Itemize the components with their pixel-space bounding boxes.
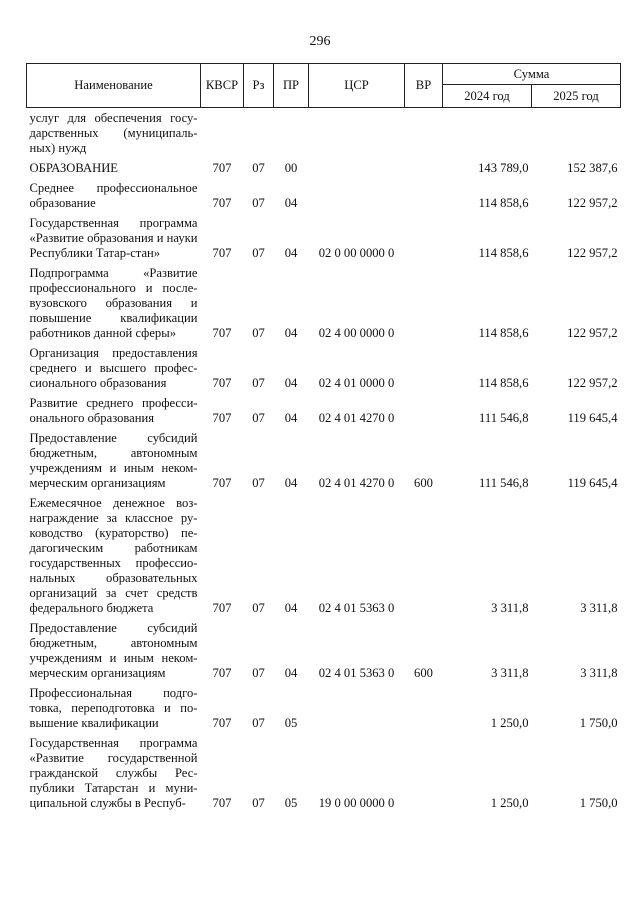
table-row (27, 108, 621, 159)
cell-name: ОБРАЗОВАНИЕ (29, 161, 118, 175)
table-row (27, 493, 621, 618)
cell-kvsr: 707 (212, 196, 232, 210)
cell-csr: 02 4 01 4270 0 (318, 476, 395, 490)
header-year-2025: 2025 год (532, 85, 621, 108)
header-kvsr: КВСР (201, 64, 244, 108)
cell-name: Государственная программа «Развитие образования и науки Республики Татар-стан» (29, 216, 198, 260)
table-row (27, 178, 621, 213)
cell-rz: 07 (252, 476, 265, 490)
cell-name: Развитие среднего професси-онального образования (29, 396, 198, 425)
cell-pr: 04 (284, 666, 298, 680)
cell-2024: 1 250,0 (490, 716, 529, 730)
header-pr: ПР (274, 64, 309, 108)
cell-kvsr: 707 (212, 476, 232, 490)
table-row (27, 428, 621, 493)
cell-kvsr: 707 (212, 411, 232, 425)
cell-vr (405, 158, 443, 178)
cell-2025: 122 957,2 (567, 326, 618, 340)
cell-2025: 152 387,6 (567, 161, 618, 175)
cell-csr: 02 4 01 5363 0 (318, 601, 395, 615)
cell-2025: 3 311,8 (580, 601, 618, 615)
cell-csr: 02 4 00 0000 0 (318, 326, 395, 340)
budget-table (26, 63, 621, 813)
cell-pr: 04 (284, 246, 298, 260)
cell-2024: 114 858,6 (478, 326, 529, 340)
header-year-2024: 2024 год (443, 85, 532, 108)
cell-2024: 111 546,8 (479, 476, 529, 490)
cell-rz: 07 (252, 376, 265, 390)
cell-2025: 122 957,2 (567, 196, 618, 210)
cell-name: Ежемесячное денежное воз-награждение за классное ру-ководство (кураторство) пе-дагогическим работникам государственных профессио-нальных образовательных организаций за счет средств федерального бюджета (29, 496, 198, 615)
cell-vr (405, 343, 443, 393)
cell-2024: 143 789,0 (478, 161, 529, 175)
cell-name: Предоставление субсидий бюджетным, автономным учреждениям и иным неком-мерческим организациям (29, 621, 198, 680)
cell-2025: 122 957,2 (567, 246, 618, 260)
cell-2025: 3 311,8 (580, 666, 618, 680)
table-row (27, 158, 621, 178)
cell-name: Предоставление субсидий бюджетным, автономным учреждениям и иным неком-мерческим организациям (29, 431, 198, 490)
cell-pr: 05 (284, 796, 298, 810)
cell-2024: 3 311,8 (491, 601, 529, 615)
cell-2024: 1 250,0 (490, 796, 529, 810)
cell-csr (309, 158, 405, 178)
cell-2024: 3 311,8 (491, 666, 529, 680)
cell-2025: 1 750,0 (579, 796, 618, 810)
header-vr: ВР (405, 64, 443, 108)
table-row (27, 393, 621, 428)
cell-pr: 04 (284, 601, 298, 615)
cell-kvsr: 707 (212, 666, 232, 680)
cell-name: Профессиональная подго-товка, переподготовка и по-вышение квалификации (29, 686, 198, 730)
cell-pr: 05 (284, 716, 298, 730)
cell-rz: 07 (252, 326, 265, 340)
cell-vr: 600 (414, 666, 433, 680)
cell-2025: 1 750,0 (579, 716, 618, 730)
header-rz: Рз (244, 64, 274, 108)
cell-pr: 00 (284, 161, 298, 175)
cell-csr: 19 0 00 0000 0 (318, 796, 395, 810)
header-sum: Сумма (443, 64, 621, 85)
cell-2024: 114 858,6 (478, 246, 529, 260)
cell-csr (309, 683, 405, 733)
cell-csr: 02 4 01 5363 0 (318, 666, 395, 680)
cell-kvsr: 707 (212, 796, 232, 810)
cell-2024: 114 858,6 (478, 376, 529, 390)
cell-rz: 07 (252, 161, 265, 175)
cell-2024: 111 546,8 (479, 411, 529, 425)
cell-kvsr: 707 (212, 716, 232, 730)
cell-pr: 04 (284, 196, 298, 210)
cell-vr (405, 493, 443, 618)
table-row (27, 343, 621, 393)
cell-kvsr (201, 108, 244, 159)
cell-2024: 114 858,6 (478, 196, 529, 210)
cell-vr: 600 (414, 476, 433, 490)
cell-name: Государственная программа «Развитие государственной гражданской службы Рес-публики Татарстан и муни-ципальной службы в Респуб- (29, 736, 198, 810)
cell-rz: 07 (252, 601, 265, 615)
cell-kvsr: 707 (212, 246, 232, 260)
cell-2025: 119 645,4 (567, 476, 618, 490)
cell-csr: 02 4 01 0000 0 (318, 376, 395, 390)
table-row (27, 683, 621, 733)
cell-csr (309, 108, 405, 159)
cell-pr: 04 (284, 476, 298, 490)
cell-vr (405, 263, 443, 343)
cell-vr (405, 683, 443, 733)
cell-csr: 02 4 01 4270 0 (318, 411, 395, 425)
cell-kvsr: 707 (212, 161, 232, 175)
cell-csr (309, 178, 405, 213)
cell-name: Организация предоставления среднего и высшего профес-сионального образования (29, 346, 198, 390)
cell-vr (405, 213, 443, 263)
cell-kvsr: 707 (212, 326, 232, 340)
cell-rz: 07 (252, 411, 265, 425)
cell-pr: 04 (284, 326, 298, 340)
table-row (27, 213, 621, 263)
table-body (27, 108, 621, 814)
cell-rz: 07 (252, 666, 265, 680)
header-csr: ЦСР (309, 64, 405, 108)
cell-2025: 122 957,2 (567, 376, 618, 390)
cell-rz: 07 (252, 246, 265, 260)
page-number: 296 (309, 34, 331, 49)
cell-csr: 02 0 00 0000 0 (318, 246, 395, 260)
cell-vr (405, 393, 443, 428)
cell-name: Среднее профессиональное образование (29, 181, 198, 210)
table-row (27, 618, 621, 683)
cell-vr (405, 108, 443, 159)
table-header (27, 64, 621, 108)
cell-vr (405, 178, 443, 213)
header-name: Наименование (27, 64, 201, 108)
cell-vr (405, 733, 443, 813)
cell-2025 (532, 108, 621, 159)
table-row (27, 733, 621, 813)
cell-name: Подпрограмма «Развитие профессионального и после-вузовского образования и повышение квалификации работников данной сферы» (29, 266, 198, 340)
cell-pr: 04 (284, 376, 298, 390)
cell-kvsr: 707 (212, 601, 232, 615)
cell-name: услуг для обеспечения госу-дарственных (муниципаль-ных) нужд (29, 111, 198, 155)
table-row (27, 263, 621, 343)
cell-pr (274, 108, 309, 159)
cell-rz: 07 (252, 716, 265, 730)
cell-2025: 119 645,4 (567, 411, 618, 425)
cell-2024 (443, 108, 532, 159)
cell-rz: 07 (252, 196, 265, 210)
cell-rz (244, 108, 274, 159)
cell-pr: 04 (284, 411, 298, 425)
cell-rz: 07 (252, 796, 265, 810)
cell-kvsr: 707 (212, 376, 232, 390)
